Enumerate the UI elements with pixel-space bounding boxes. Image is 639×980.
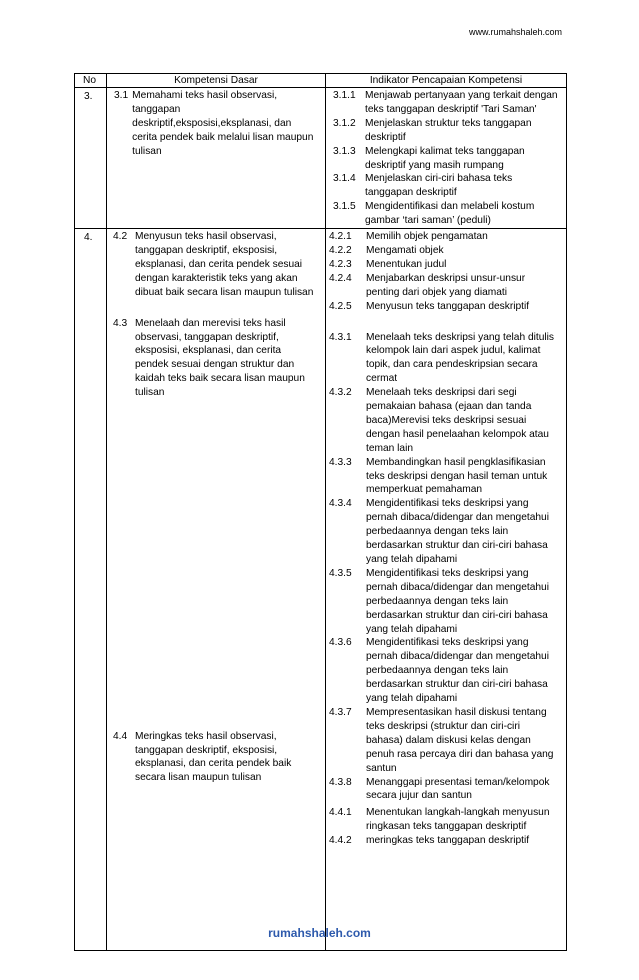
indicator-text: Mengidentifikasi dan melabeli kostum gambar ‘tari saman’ (peduli) [365,201,535,227]
indicator-text: Mengidentifikasi teks deskripsi yang pernah dibaca/didengar dan mengetahui perbedaannya dengan teks lain berdasarkan struktur dan ciri-ciri bahasa yang telah dipahami [366,567,549,635]
kd-cell [107,88,326,229]
indicator-number: 4.4.1 [329,807,352,819]
indicator-number: 4.3.1 [329,331,352,343]
indicator-number: 4.3.2 [329,387,352,399]
indicator-number: 4.3.4 [329,498,352,510]
kd-cell [107,229,326,951]
indicator-item [329,776,556,804]
indicator-cell [326,229,567,951]
kd-number: 4.4 [113,730,128,742]
indicator-item [329,272,556,300]
indicator-text: Menjelaskan ciri-ciri bahasa teks tanggapan deskriptif [365,173,513,199]
indicator-item [329,386,556,456]
row-number: 3. [75,88,107,229]
indicator-text: Menjawab pertanyaan yang terkait dengan teks tanggapan deskriptif 'Tari Saman' [365,90,558,115]
indicator-text: Mengidentifikasi teks deskripsi yang pernah dibaca/didengar dan mengetahui perbedaannya dengan teks lain berdasarkan struktur dan ciri-ciri bahasa yang telah dipahami [366,637,549,705]
kd-text: Menyusun teks hasil observasi, tanggapan deskriptif, eksposisi, eksplanasi, dan cerita pendek sesuai dengan karakteristik teks yang akan dibuat baik secara lisan maupun tulisan [135,231,314,298]
indicator-item [329,230,556,244]
indicator-number: 3.1.2 [333,117,356,129]
indicator-number: 4.3.7 [329,706,352,718]
indicator-number: 3.1.3 [333,145,356,157]
kd-item [113,730,317,786]
indicator-text: Mengamati objek [366,244,444,256]
indicator-list [333,89,562,228]
indicator-number: 4.3.5 [329,567,352,579]
indicator-number: 4.2.2 [329,244,352,256]
indicator-number: 4.2.4 [329,272,352,284]
indicator-item [329,331,556,387]
kd-text: Meringkas teks hasil observasi, tanggapan deskriptif, eksposisi, eksplanasi, dan cerita pendek baik secara lisan maupun tulisan [135,730,292,784]
indicator-text: Menentukan langkah-langkah menyusun ringkasan teks tanggapan deskriptif [366,807,550,833]
indicator-text: Mempresentasikan hasil diskusi tentang teks deskripsi (struktur dan ciri-ciri bahasa) dalam diskusi kelas dengan penuh rasa percaya diri dan bahasa yang santun [366,706,554,774]
indicator-item [333,172,562,200]
competency-table [74,73,567,951]
kd-item [114,89,321,159]
indicator-list [329,230,556,313]
indicator-list [329,806,556,848]
kd-number: 4.3 [113,317,128,329]
indicator-text: Memilih objek pengamatan [366,231,488,243]
indicator-number: 3.1.4 [333,173,356,185]
indicator-number: 4.3.8 [329,776,352,788]
indicator-item [329,834,556,848]
indicator-item [329,636,556,706]
kd-text: Memahami teks hasil observasi, tanggapan deskriptif,eksposisi,eksplanasi, dan cerita pendek baik melalui lisan maupun tulisan [132,90,314,157]
indicator-text: Mengidentifikasi teks deskripsi yang pernah dibaca/didengar dan mengetahui perbedaannya dengan teks lain berdasarkan struktur dan ciri-ciri bahasa yang telah dipahami [366,498,549,565]
header-indikator: Indikator Pencapaian Kompetensi [326,74,567,88]
indicator-number: 4.3.6 [329,637,352,649]
indicator-text: Melengkapi kalimat teks tanggapan deskriptif yang masih rumpang [365,145,525,171]
indicator-item [329,456,556,498]
table-row [75,229,567,951]
indicator-item [333,145,562,173]
kd-number: 3.1 [114,90,129,101]
indicator-text: Menentukan judul [366,258,447,270]
indicator-item [329,806,556,834]
kd-number: 4.2 [113,231,128,243]
indicator-item [333,89,562,117]
site-url-header: www.rumahshaleh.com [468,27,562,37]
indicator-text: meringkas teks tanggapan deskriptif [366,835,530,847]
indicator-item [329,706,556,776]
indicator-number: 3.1.5 [333,201,356,213]
indicator-item [333,117,562,145]
indicator-item [329,300,556,314]
indicator-number: 3.1.1 [333,90,356,101]
indicator-text: Menjabarkan deskripsi unsur-unsur penting dari objek yang diamati [366,272,526,298]
indicator-list [329,331,556,804]
indicator-text: Menelaah teks deskripsi yang telah ditulis kelompok lain dari aspek judul, kalimat topik, dan cara pendeskripsian secara cermat [366,331,555,385]
indicator-number: 4.2.3 [329,258,352,270]
indicator-text: Menjelaskan struktur teks tanggapan deskriptif [365,117,532,143]
indicator-item [329,497,556,567]
site-url-footer: rumahshaleh.com [268,926,371,940]
indicator-item [333,200,562,228]
indicator-cell [326,88,567,229]
indicator-number: 4.2.1 [329,231,352,243]
table-row [75,88,567,229]
indicator-text: Menyusun teks tanggapan deskriptif [366,300,530,312]
indicator-item [329,258,556,272]
kd-text: Menelaah dan merevisi teks hasil observasi, tanggapan deskriptif, eksposisi, eksplanasi, dan cerita pendek sesuai dengan struktur dan kaidah teks baik secara lisan maupun tulisan [135,317,305,399]
header-kompetensi-dasar: Kompetensi Dasar [107,74,326,88]
indicator-number: 4.2.5 [329,300,352,312]
indicator-number: 4.3.3 [329,456,352,468]
kd-item [113,230,317,300]
indicator-item [329,567,556,637]
kd-item [113,317,317,727]
indicator-text: Menanggapi presentasi teman/kelompok secara jujur dan santun [366,776,550,802]
indicator-text: Menelaah teks deskripsi dari segi pemakaian bahasa (ejaan dan tanda baca)Merevisi teks deskripsi sesuai dengan hasil penelaahan kelompok atau teman lain [366,387,549,454]
indicator-item [329,244,556,258]
indicator-text: Membandingkan hasil pengklasifikasian teks deskripsi dengan hasil teman untuk memperkuat pemahaman [366,456,548,496]
row-number: 4. [75,229,107,951]
header-no: No [75,74,107,88]
table-header-row [75,74,567,88]
indicator-number: 4.4.2 [329,835,352,847]
